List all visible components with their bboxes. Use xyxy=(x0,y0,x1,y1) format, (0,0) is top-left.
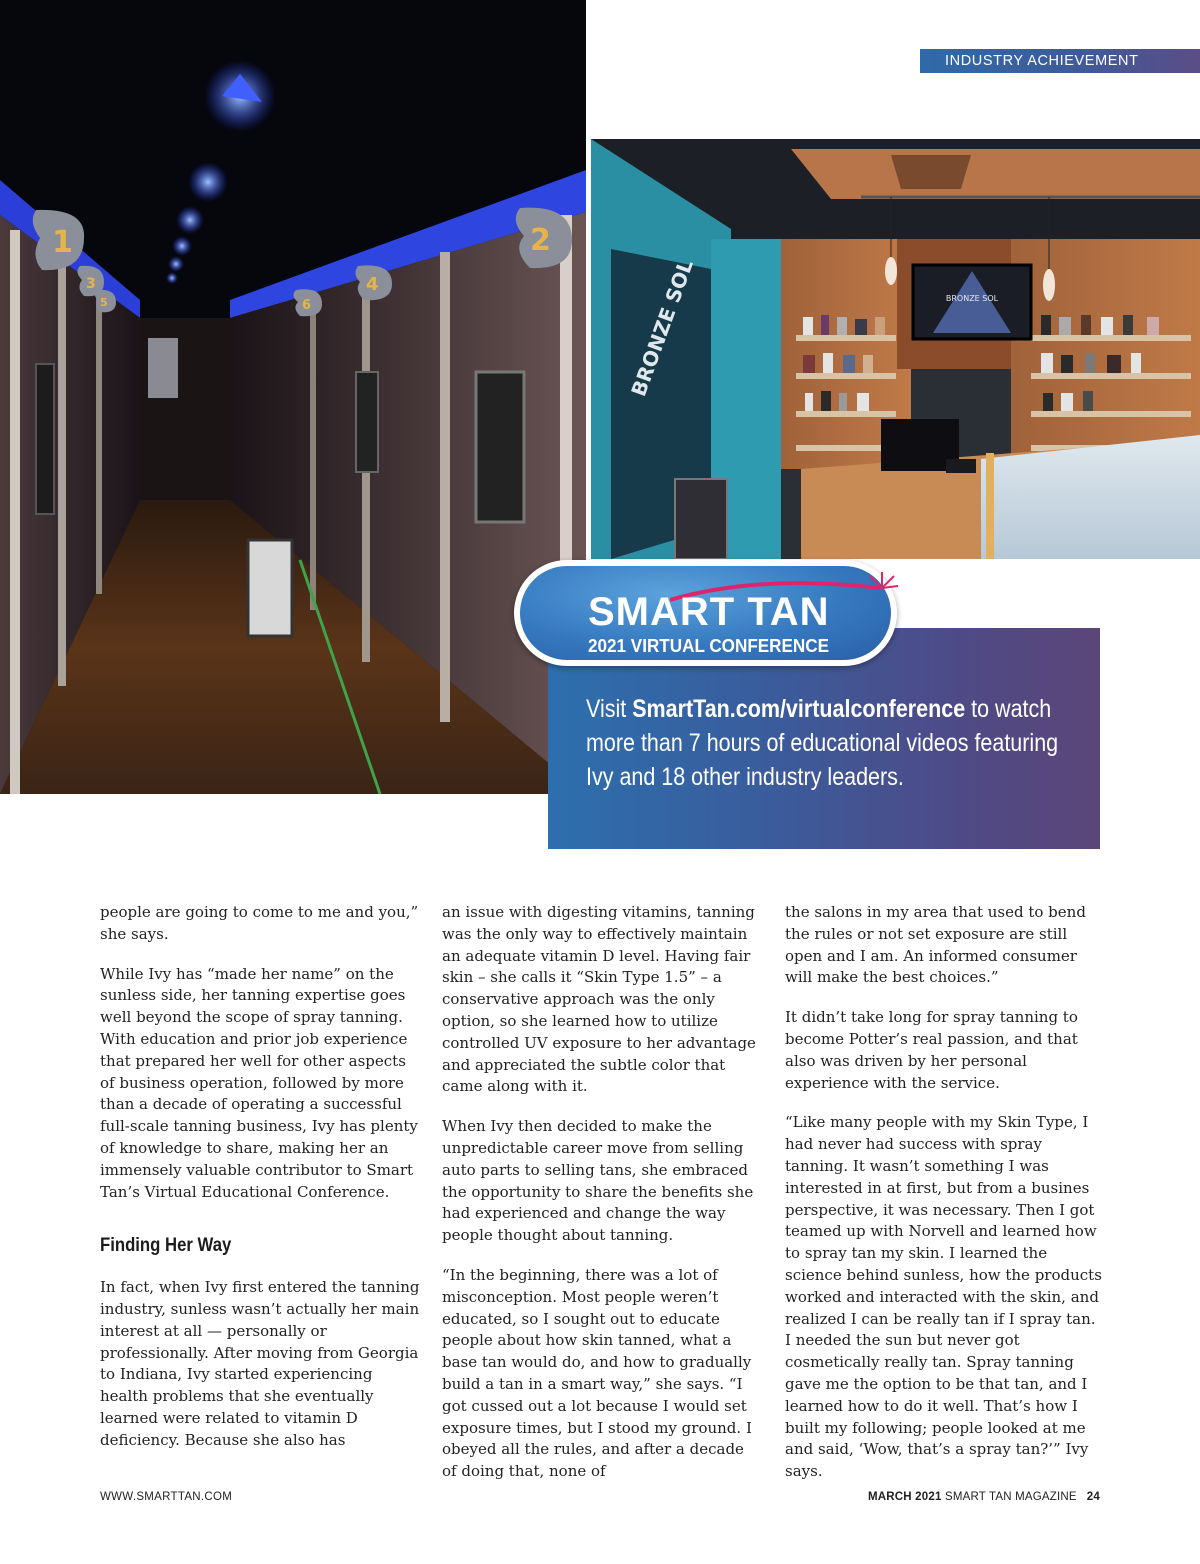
room-number: 4 xyxy=(366,274,379,295)
promo-text: Visit SmartTan.com/virtualconference to watch more than 7 hours of educational videos featuring Ivy and 18 other industry leaders. xyxy=(586,695,1059,791)
footer-website[interactable]: WWW.SMARTTAN.COM xyxy=(100,1491,233,1503)
smart-tan-badge xyxy=(514,560,897,666)
paragraph: While Ivy has “made her name” on the sunless side, her tanning expertise goes well beyond the scope of spray tanning. With education and prior job experience that prepared her well for other aspects of business operation, followed by more than a decade of operating a successful full-scale tanning business, Ivy has plenty of knowledge to share, making her an immensely valuable contributor to Smart Tan’s Virtual Educational Conference. xyxy=(100,964,418,1201)
wall-sign: BRONZE SOL xyxy=(626,256,698,400)
paragraph: “In the beginning, there was a lot of misconception. Most people weren’t educated, so I sought out to educate people about how skin tanned, what a base tan would do, and how to gradually build a tan in a smart way,” she says. “I got cussed out a lot because I would set exposure times, but I stood my ground. I obeyed all the rules, and after a decade of doing that, none of xyxy=(442,1265,752,1481)
room-number: 5 xyxy=(100,296,108,309)
article-column-3 xyxy=(785,902,1105,1501)
hallway-photo xyxy=(0,0,586,794)
paragraph: “Like many people with my Skin Type, I had never had success with spray tanning. It wasn’t something I was interested in at first, but from a busines perspective, it was necessary. Then I got teamed up with Norvell and learned how to spray tan my skin. I learned the science behind sunless, how the products worked and interacted with the skin, and realized I can be really tan if I spray tan. I needed the sun but never got cosmetically really tan. Spray tanning gave me the option to be that tan, and I learned how to do it well. That’s how I built my following; people looked at me and said, ‘Wow, that’s a spray tan?’” Ivy says. xyxy=(785,1113,1102,1481)
paragraph: In fact, when Ivy first entered the tanning industry, sunless wasn’t actually her main interest at all — personally or professionally. After moving from Georgia to Indiana, Ivy started experiencing health problems that she eventually learned were related to vitamin D deficiency. Because she also has xyxy=(100,1278,420,1449)
article-column-2 xyxy=(442,902,762,1501)
room-number: 6 xyxy=(302,298,312,313)
promo-link[interactable]: SmartTan.com/virtualconference xyxy=(632,695,966,723)
page-number: 24 xyxy=(1086,1491,1100,1503)
paragraph: the salons in my area that used to bend the rules or not set exposure are still open and I am. An informed consumer will make the best choices.” xyxy=(785,903,1086,987)
paragraph: It didn’t take long for spray tanning to become Potter’s real passion, and that also was driven by her personal experience with the service. xyxy=(785,1008,1078,1092)
tv-text: BRONZE SOL xyxy=(945,294,999,303)
badge-subtitle: 2021 VIRTUAL CONFERENCE xyxy=(588,636,830,656)
room-number: 3 xyxy=(86,276,96,292)
salon-lobby-photo xyxy=(591,139,1200,559)
section-heading: Finding Her Way xyxy=(100,1235,232,1257)
paragraph: When Ivy then decided to make the unpredictable career move from selling auto parts to selling tans, she embraced the opportunity to share the benefits she had experienced and change the way people thought about tanning. xyxy=(442,1117,754,1245)
footer-issue: MARCH 2021 SMART TAN MAGAZINE 24 xyxy=(867,1491,1100,1503)
paragraph: an issue with digesting vitamins, tanning was the only way to effectively maintain an adequate vitamin D level. Having fair skin – she calls it “Skin Type 1.5” – a conservative approach was the only option, so she learned how to utilize controlled UV exposure to her advantage and appreciated the subtle color that came along with it. xyxy=(442,903,756,1096)
badge-title: SMART TAN xyxy=(588,590,830,634)
paragraph: people are going to come to me and you,” she says. xyxy=(100,903,419,943)
room-number: 1 xyxy=(52,225,73,260)
room-number: 2 xyxy=(530,223,551,258)
section-tag: INDUSTRY ACHIEVEMENT xyxy=(920,49,1200,73)
article-column-1 xyxy=(100,902,420,1470)
